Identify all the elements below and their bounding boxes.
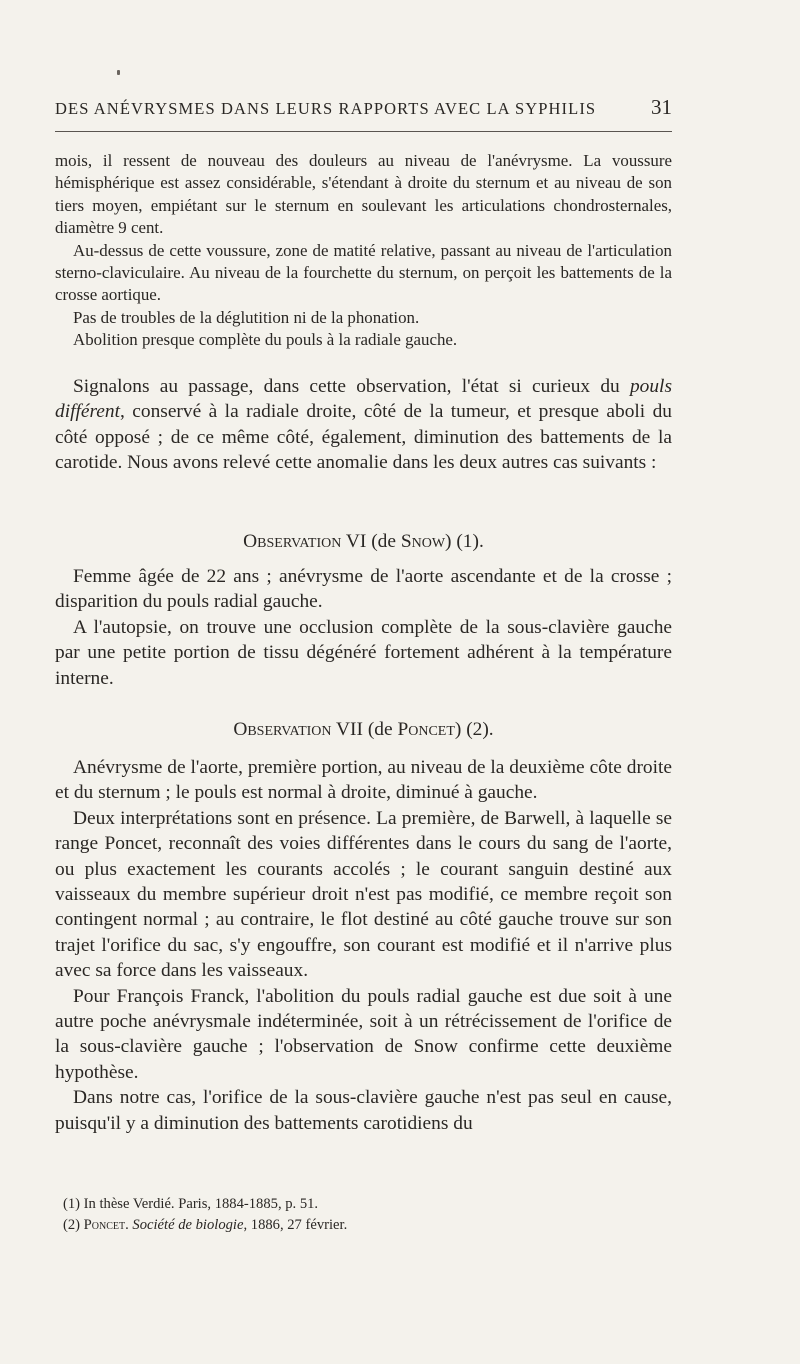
body-paragraph (55, 374, 672, 476)
text-run: . (125, 1217, 133, 1233)
page-number: 31 (651, 95, 672, 119)
header-rule (55, 131, 672, 132)
heading-author: Poncet (397, 719, 455, 740)
commentary-block (55, 374, 672, 476)
ink-speck (117, 70, 120, 75)
observation-6-heading (55, 529, 672, 555)
text-run: Signalons au passage, dans cette observation, l'état si curieux du (73, 376, 630, 397)
case-note-paragraph: Au-dessus de cette voussure, zone de matité relative, passant au niveau de l'articulation sterno-claviculaire. Au niveau de la fourchette du sternum, on perçoit les battements de la crosse aortique. (55, 240, 672, 305)
observation-7-heading (55, 717, 672, 743)
body-paragraph: Deux interprétations sont en présence. La première, de Barwell, à laquelle se range Poncet, reconnaît des voies différentes dans le cours du sang de l'aorte, ou plus exactement les courants accolés ; le courant sanguin destiné aux vaisseaux du membre supérieur droit n'est pas modifié, ce membre reçoit son contingent normal ; au contraire, le flot destiné au côté gauche trouve sur son trajet l'orifice du sac, s'y engouffre, son courant est modifié et il n'arrive plus avec sa force dans les vaisseaux. (55, 807, 672, 982)
heading-author: Snow (400, 531, 446, 552)
body-paragraph: Dans notre cas, l'orifice de la sous-clavière gauche n'est pas seul en cause, puisqu'il y a diminution des battements carotidiens du (55, 1087, 672, 1134)
heading-label: Observation (243, 531, 342, 552)
heading-text: (de (371, 531, 396, 552)
heading-label: Observation (233, 719, 332, 740)
footnote-2 (55, 1215, 672, 1236)
observation-6-text (55, 564, 672, 691)
footnote-journal: Société de biologie (132, 1217, 244, 1233)
case-note-paragraph: Pas de troubles de la déglutition ni de la phonation. (73, 307, 420, 327)
running-header (55, 95, 672, 120)
footnote-1: (1) In thèse Verdié. Paris, 1884-1885, p. 51. (63, 1196, 319, 1212)
running-title: DES ANÉVRYSMES DANS LEURS RAPPORTS AVEC LA SYPHILIS (55, 99, 597, 118)
emphasized-term: pouls différent (55, 376, 672, 423)
body-paragraph: Pour François Franck, l'abolition du pouls radial gauche est due soit à une autre poche anévrysmale indéterminée, soit à un rétrécissement de l'orifice de la sous-clavière gauche ; l'observation de Snow confirme cette deuxième hypothèse. (55, 985, 672, 1083)
heading-text: ) (1). (445, 531, 484, 552)
heading-text: ) (2). (454, 719, 494, 740)
body-paragraph: Femme âgée de 22 ans ; anévrysme de l'aorte ascendante et de la crosse ; disparition du pouls radial gauche. (55, 566, 672, 613)
observation-7-text (55, 755, 672, 1136)
body-paragraph: A l'autopsie, on trouve une occlusion complète de la sous-clavière gauche par une petite portion de tissu dégénéré fortement adhérent à la température interne. (55, 616, 672, 689)
body-paragraph: Anévrysme de l'aorte, première portion, au niveau de la deuxième côte droite et du sternum ; le pouls est normal à droite, diminué à gauche. (55, 757, 672, 804)
text-run: , conservé à la radiale droite, côté de la tumeur, et presque aboli du côté opposé ; de ce même côté, également, diminution des battements de la carotide. Nous avons relevé cette anomalie dans les deux autres cas suivants : (55, 401, 672, 474)
heading-numeral: VII (336, 719, 363, 740)
case-note-paragraph: Abolition presque complète du pouls à la radiale gauche. (73, 330, 458, 350)
text-run: , 1886, 27 février. (243, 1217, 348, 1233)
case-notes (55, 150, 672, 352)
footnote-author: Poncet (83, 1217, 126, 1233)
heading-text: (de (367, 719, 393, 740)
case-note-paragraph: mois, il ressent de nouveau des douleurs au niveau de l'anévrysme. La voussure hémisphérique est assez considérable, s'étendant à droite du sternum et au niveau de son tiers moyen, empiétant sur le sternum en soulevant les articulations chondrosternales, diamètre 9 cent. (55, 151, 672, 238)
heading-numeral: VI (345, 531, 367, 552)
text-run: (2) (63, 1217, 84, 1233)
footnotes (55, 1194, 672, 1236)
